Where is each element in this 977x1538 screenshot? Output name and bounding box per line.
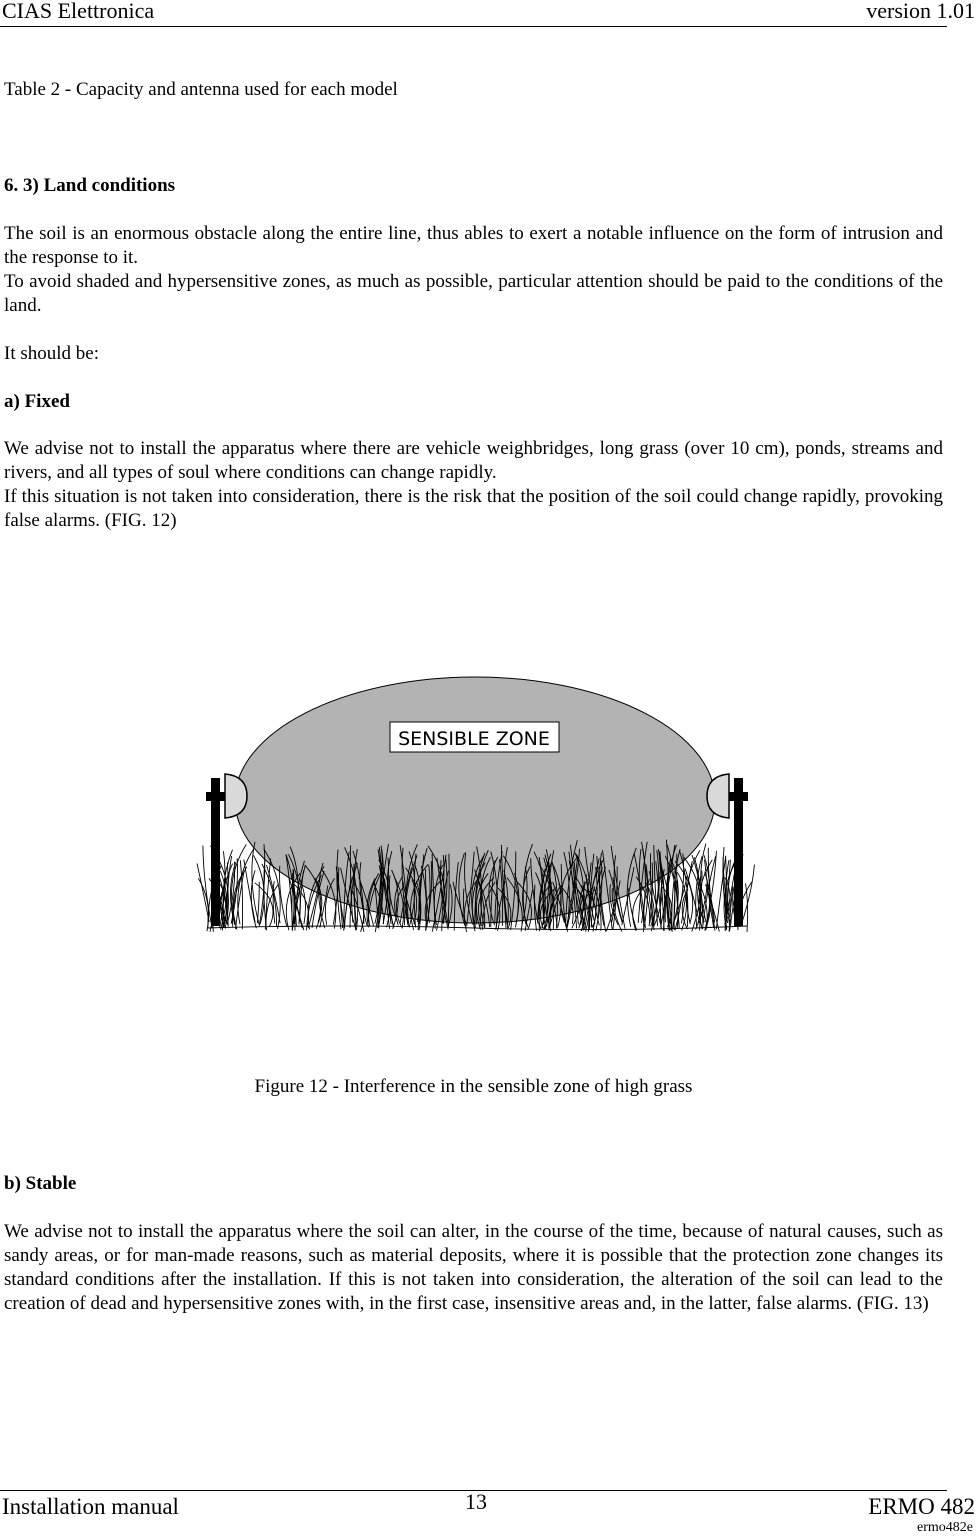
grass-blade [197,864,209,923]
grass-blade [273,881,275,923]
footer-model: ERMO 482 [868,1494,975,1519]
table-caption: Table 2 - Capacity and antenna used for each model [4,79,398,100]
stable-heading: b) Stable [4,1173,77,1194]
fixed-paragraph-1: We advise not to install the apparatus where there are vehicle weighbridges, long grass (over 10 cm), ponds, streams and rivers, and all types of soul where conditions can change rapidly. [4,438,943,483]
intro-paragraph-2: To avoid shaded and hypersensitive zones, as much as possible, particular attention should be paid to the conditions of the land. [4,271,943,316]
header-version: version 1.01 [866,0,975,23]
grass-blade [198,878,208,931]
sensible-zone-label: SENSIBLE ZONE [398,728,550,750]
section-heading: 6. 3) Land conditions [4,175,176,196]
sensible-zone-label-box [390,722,559,752]
footer-manual-title: Installation manual [2,1494,179,1519]
header-company: CIAS Elettronica [2,0,155,23]
intro-paragraph-1: The soil is an enormous obstacle along the entire line, thus ables to exert a notable influence on the form of intrusion and the response to it. [4,223,943,268]
fixed-paragraph-2: If this situation is not taken into consideration, there is the risk that the position of the soil could change rapidly, provoking false alarms. (FIG. 12) [4,486,943,531]
grass-blade [240,860,242,929]
footer-page-number: 13 [465,1489,487,1514]
section-intro [4,222,943,318]
figure-caption: Figure 12 - Interference in the sensible zone of high grass [254,1076,693,1097]
figure-high-grass-illustration [195,670,765,945]
fixed-heading: a) Fixed [4,391,70,412]
stable-paragraph-1: We advise not to install the apparatus where the soil can alter, in the course of the time, because of natural causes, such as sandy areas, or for man-made reasons, such as material deposits, where it is possible that the protection zone changes its standard conditions after the installation. If this is not taken into consideration, the alteration of the soil can lead to the creation of dead and hypersensitive zones with, in the first case, insensitive areas and, in the latter, false alarms. (FIG. 13) [4,1221,943,1314]
footer-doc-code: ermo482e [917,1520,973,1535]
intro-paragraph-3: It should be: [4,343,99,364]
fixed-text [4,437,943,533]
header-rule [0,26,947,27]
